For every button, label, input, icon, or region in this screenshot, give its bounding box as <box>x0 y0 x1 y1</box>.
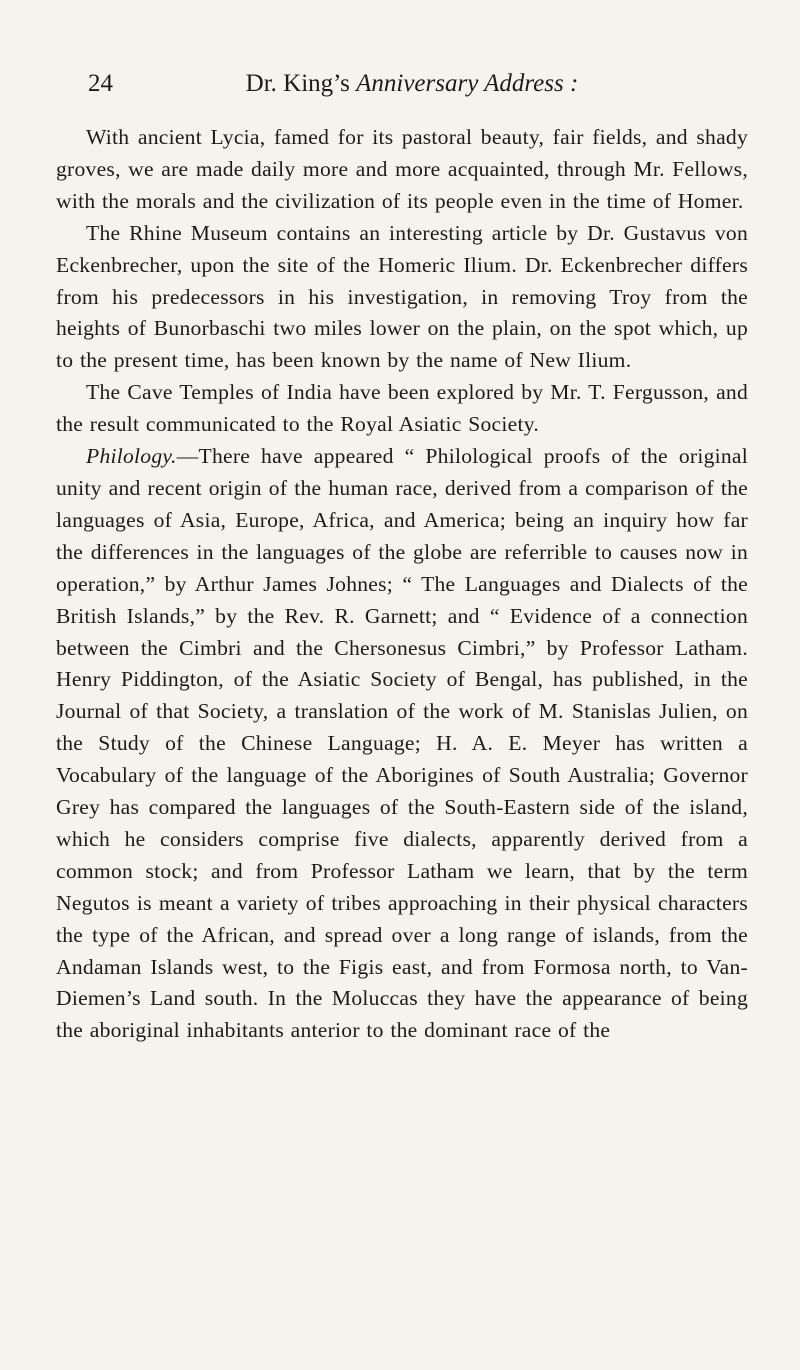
page-number: 24 <box>88 70 113 97</box>
running-title-italic: Anniversary Address : <box>356 70 579 97</box>
running-title-prefix: Dr. King’s <box>245 70 357 97</box>
paragraph-cave-temples: The Cave Temples of India have been explored by Mr. T. Fergusson, and the result communicated to the Royal Asiatic Society. <box>56 380 748 437</box>
paragraph-philology-text: —There have appeared “ Philological proofs of the original unity and recent origin of the human race, derived from a comparison of the languages of Asia, Europe, Africa, and America; being an inquiry how far the differences in the languages of the globe are referrible to causes now in operation,” by Arthur James Johnes; “ The Languages and Dialects of the British Islands,” by the Rev. R. Garnett; and “ Evidence of a connection between the Cimbri and the Chersonesus Cimbri,” by Professor Latham. Henry Piddington, of the Asiatic Society of Bengal, has published, in the Journal of that Society, a translation of the work of M. Stanislas Julien, on the Study of the Chinese Language; H. A. E. Meyer has written a Vocabulary of the language of the Aborigines of South Australia; Governor Grey has compared the languages of the South-Eastern side of the island, which he considers comprise five dialects, apparently derived from a common stock; and from Professor Latham we learn, that by the term Negutos is meant a variety of tribes approaching in their physical characters the type of the African, and spread over a long range of islands, from the Andaman Islands west, to the Figis east, and from Formosa north, to Van-Diemen’s Land south. In the Moluccas they have the appearance of being the aboriginal inhabitants anterior to the dominant race of the <box>56 444 748 1043</box>
running-title <box>246 64 579 104</box>
paragraph-philology <box>56 441 748 1047</box>
paragraph-rhine-museum: The Rhine Museum contains an interesting article by Dr. Gustavus von Eckenbrecher, upon the site of the Homeric Ilium. Dr. Eckenbrecher differs from his predecessors in his investigation, in removing Troy from the heights of Bunorbaschi two miles lower on the plain, on the spot which, up to the present time, has been known by the name of New Ilium. <box>56 220 748 373</box>
body-text <box>56 122 748 1047</box>
running-head <box>56 64 748 104</box>
section-lead-philology: Philology. <box>86 444 177 469</box>
paragraph-lycia: With ancient Lycia, famed for its pastoral beauty, fair fields, and shady groves, we are made daily more and more acquainted, through Mr. Fellows, with the morals and the civilization of its people even in the time of Homer. <box>56 125 748 213</box>
